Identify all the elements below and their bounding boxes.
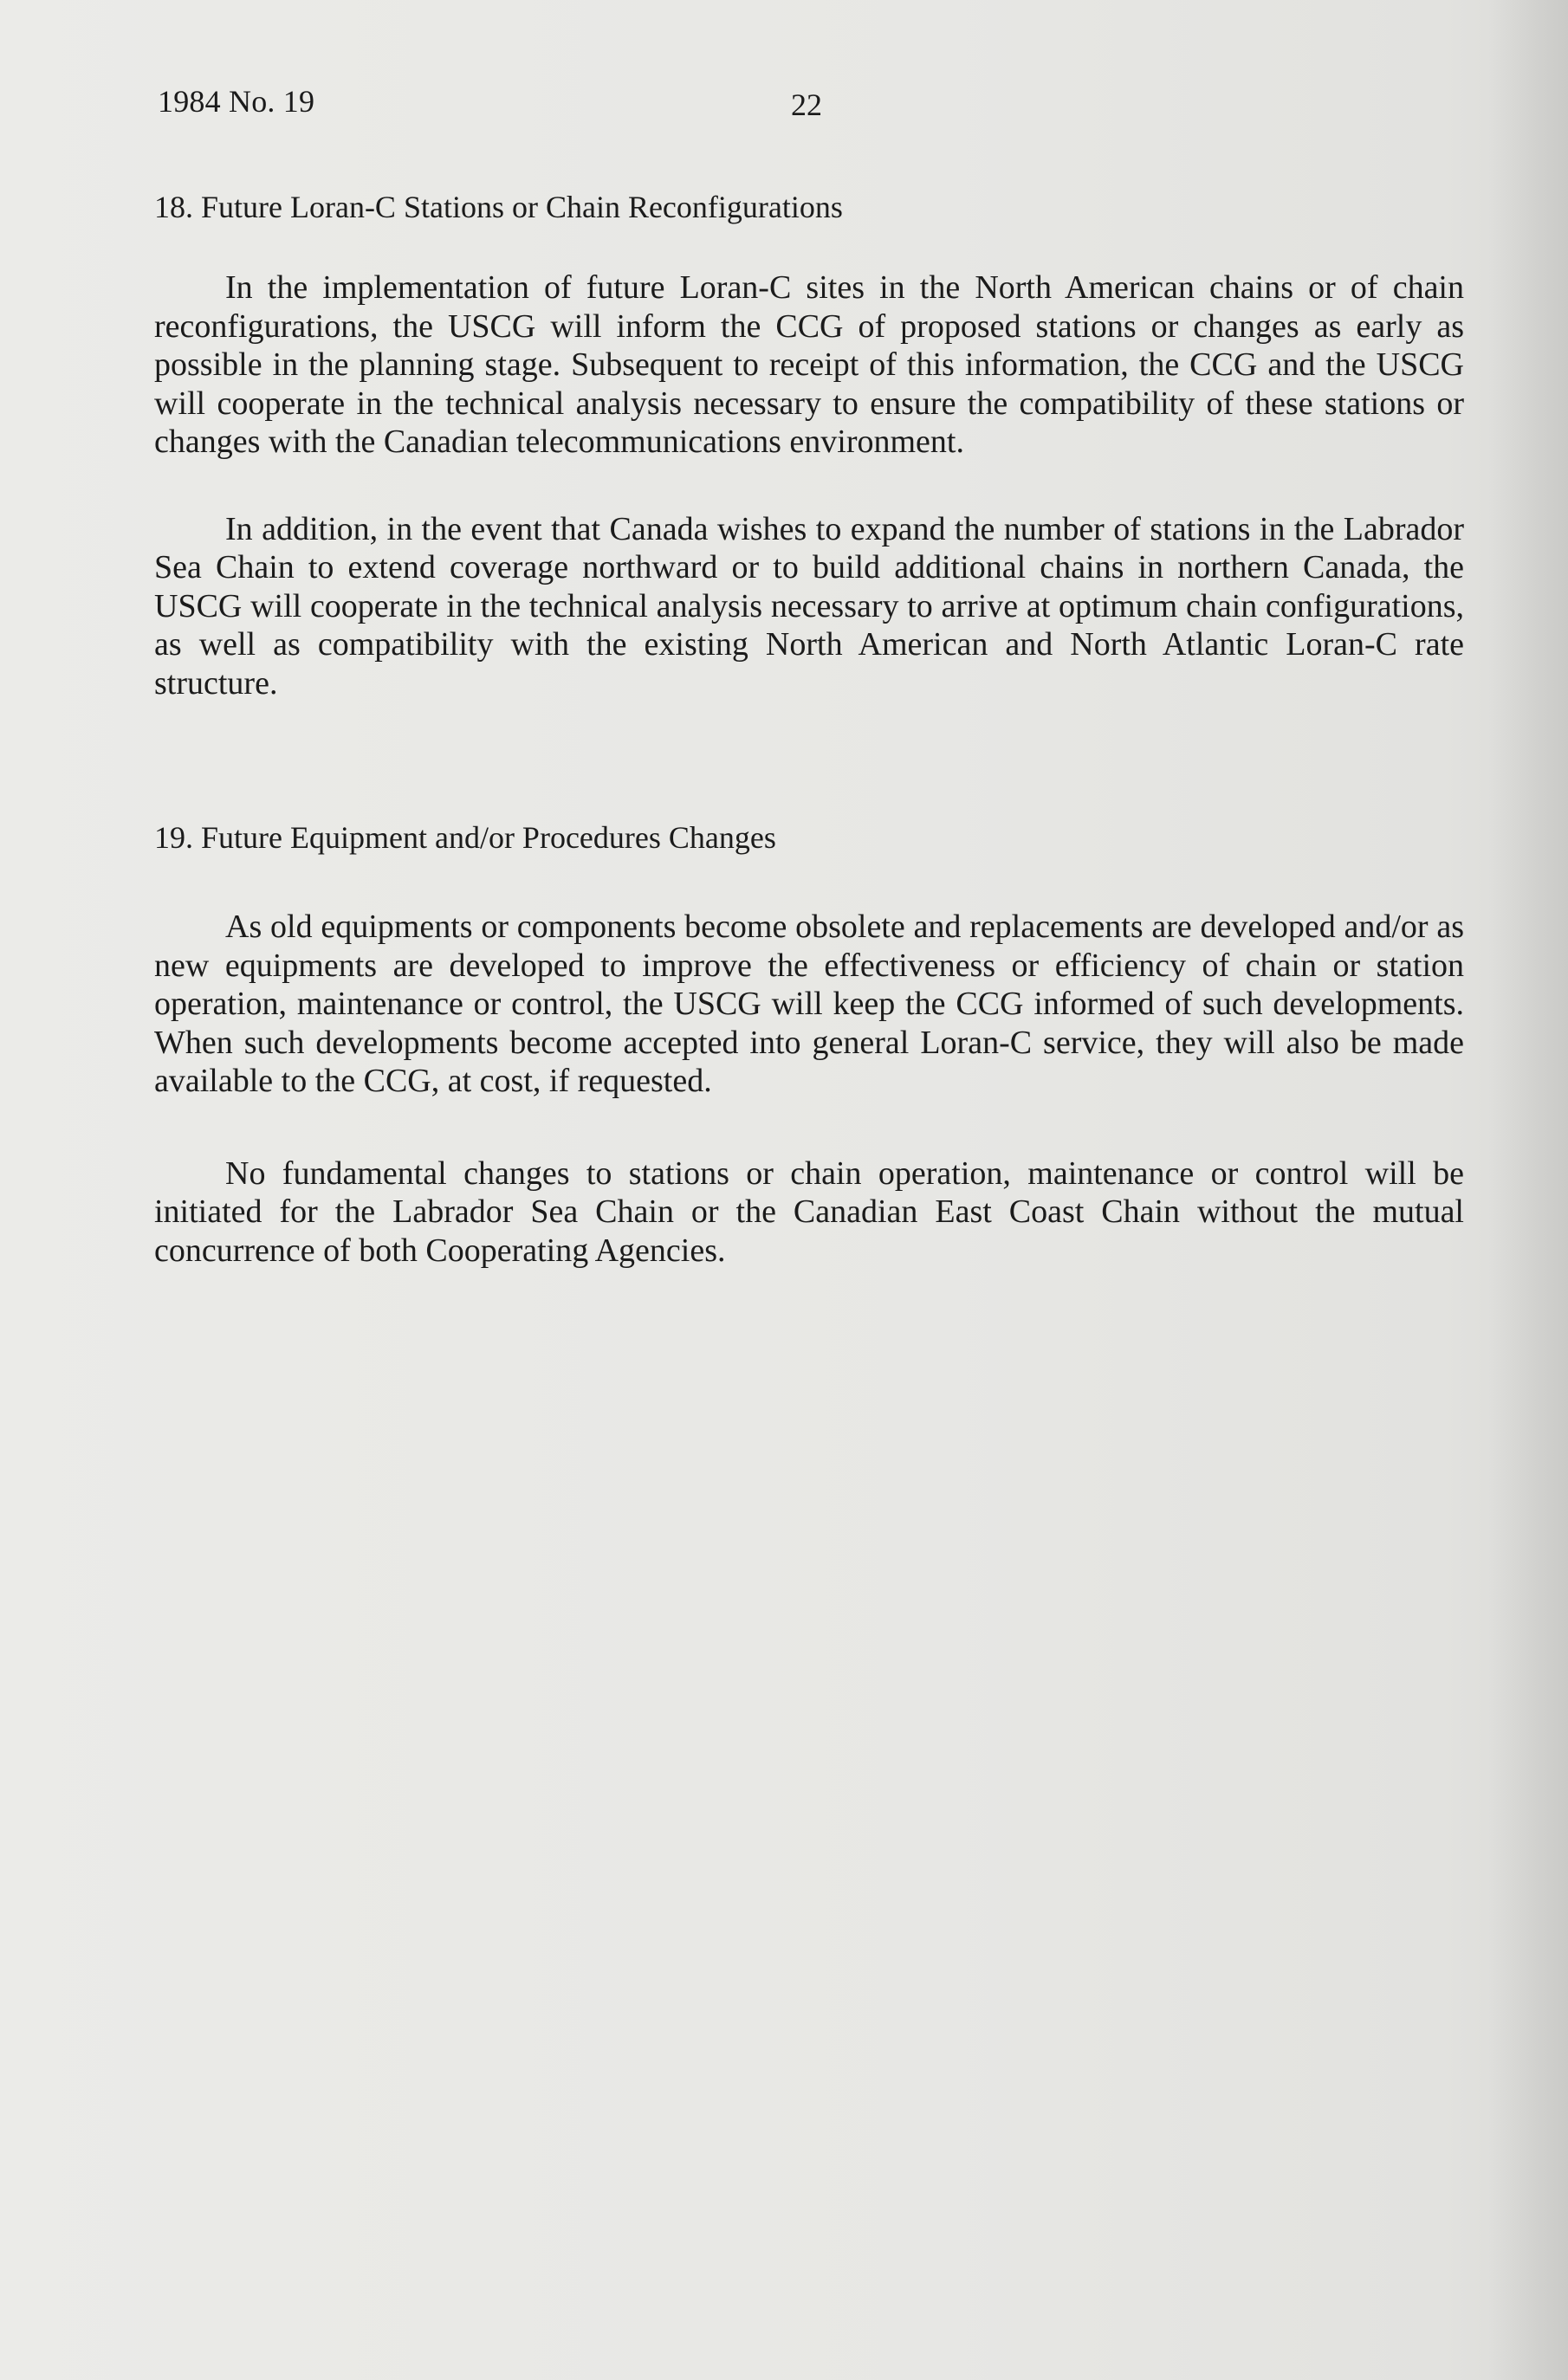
section-heading: 19. Future Equipment and/or Procedures Changes [154,820,776,855]
page-number: 22 [791,87,822,122]
section-heading: 18. Future Loran-C Stations or Chain Reconfigurations [154,190,843,224]
paragraph: As old equipments or components become obsolete and replacements are developed and/or as new equipments are developed to improve the effectiveness or efficiency of chain or station operation, maintenance or control, the USCG will keep the CCG informed of such developments. When such developments become accepted into general Loran-C service, they will also be made available to the CCG, at cost, if requested. [154,909,1464,1099]
section-18 [154,189,1464,702]
running-head: 1984 No. 19 [158,84,315,119]
page-edge-shadow [1490,0,1568,2380]
paragraph: In the implementation of future Loran-C sites in the North American chains or of chain reconfigurations, the USCG will inform the CCG of proposed stations or changes as early as possible in the planning stage. Subsequent to receipt of this information, the CCG and the USCG will cooperate in the technical analysis necessary to ensure the compatibility of these stations or changes with the Canadian telecommunications environment. [154,269,1464,460]
document-body [154,182,1464,1270]
paragraph: No fundamental changes to stations or chain operation, maintenance or control will be initiated for the Labrador Sea Chain or the Canadian East Coast Chain without the mutual concurrence of both Cooperating Agencies. [154,1154,1464,1269]
section-19 [154,819,1464,1270]
paragraph: In addition, in the event that Canada wishes to expand the number of stations in the Labrador Sea Chain to extend coverage northward or to build additional chains in northern Canada, the USCG will cooperate in the technical analysis necessary to arrive at optimum chain configurations, as well as compatibility with the existing North American and North Atlantic Loran-C rate structure. [154,510,1464,702]
